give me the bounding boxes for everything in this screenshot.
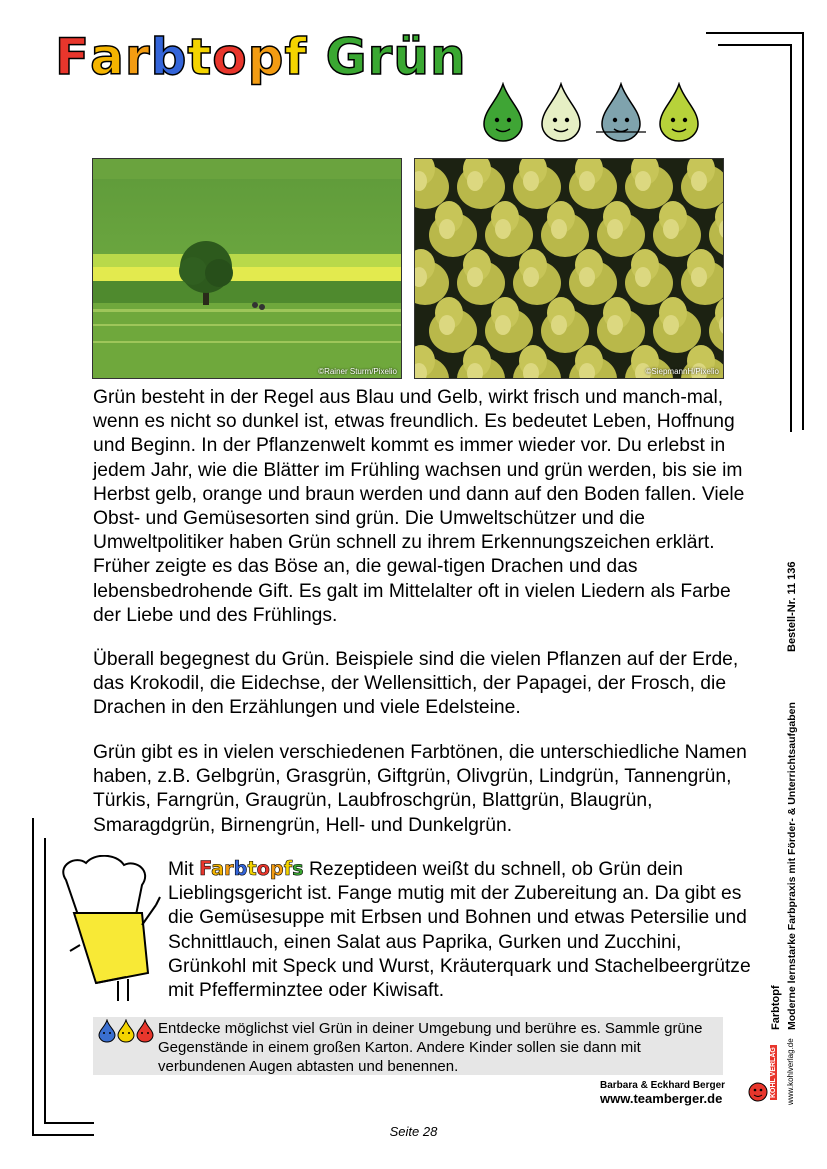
- chef-hat-illustration: [56, 855, 168, 1007]
- brand-letter: s: [292, 857, 304, 880]
- publisher-site: www.kohlverlag.de: [786, 1038, 795, 1105]
- recipe-text: Rezeptideen weißt du schnell, ob Grün dein Lieblingsgericht ist. Fange mutig mit der Zubereitung an. Da gibt es die Gemüsesuppe mit Erbsen und Bohnen und etwas Petersilie und Schnittlauch, einen Salat aus Paprika, Gurken und Zucchini, Grünkohl mit Speck und Wurst, Kräuterquark und Stachelbeergrütze mit Pfefferminztee oder Kiwisaft.: [168, 859, 751, 1002]
- page-title: [55, 28, 467, 86]
- title-letter: o: [212, 28, 248, 86]
- pear-shape: [429, 297, 477, 353]
- title-letter: r: [367, 28, 394, 86]
- title-letter: r: [124, 28, 151, 86]
- pear-shape: [681, 249, 723, 305]
- pear-shape: [485, 201, 533, 257]
- title-letter: t: [187, 28, 213, 86]
- pear-shape: [681, 159, 723, 209]
- pear-shape: [625, 159, 673, 209]
- pear-shape: [541, 201, 589, 257]
- brand-letter: F: [199, 857, 212, 880]
- pears-photo: [414, 158, 724, 379]
- brand-letter: p: [269, 857, 284, 880]
- pear-shape: [653, 201, 701, 257]
- shades-paragraph: Grün gibt es in vielen verschiedenen Farbtönen, die unterschiedliche Namen haben, z.B. Gelbgrün, Grasgrün, Giftgrün, Olivgrün, Lindgrün, Tannengrün, Türkis, Farngrün, Graugrün, Laubfroschgrün, Blattgrün, Blaugrün, Smaragdgrün, Birnengrün, Hell- und Dunkelgrün.: [93, 742, 747, 836]
- pear-shape: [513, 249, 561, 305]
- task-box: [93, 1017, 723, 1075]
- author-url: www.teamberger.de: [600, 1091, 723, 1106]
- title-letter: b: [150, 28, 188, 86]
- title-letter: F: [55, 28, 91, 86]
- publisher-logo-text: KOHL VERLAG: [770, 1047, 777, 1098]
- pear-shape: [541, 297, 589, 353]
- pear-shape: [429, 201, 477, 257]
- pear-shape: [597, 297, 645, 353]
- recipe-prefix: Mit: [168, 859, 200, 880]
- frame-bottom-left-v2: [44, 838, 46, 1124]
- green-drop-icon: [484, 84, 522, 141]
- title-letter: n: [429, 28, 467, 86]
- pear-shape: [709, 297, 723, 353]
- series-name: Farbtopf: [770, 985, 782, 1030]
- pear-shape: [569, 249, 617, 305]
- photo-credit-right: ©SiepmannH/Pixelio: [645, 367, 719, 376]
- pear-shape: [625, 249, 673, 305]
- title-letter: G: [325, 28, 368, 86]
- brand-letter: f: [283, 857, 293, 880]
- author-names: Barbara & Eckhard Berger: [600, 1080, 726, 1091]
- series-subtitle: Moderne lernstarke Farbpraxis mit Förder- & Unterrichtsaufgaben: [786, 702, 798, 1030]
- pear-shape: [457, 249, 505, 305]
- frame-bottom-left-v: [32, 818, 34, 1136]
- blue-gray-drop-icon: [596, 84, 646, 141]
- frame-top-right-v: [802, 32, 804, 430]
- title-letter: a: [90, 28, 125, 86]
- farbtopfs-brand: [199, 857, 304, 880]
- author-block: [600, 1080, 725, 1106]
- order-number: Bestell-Nr. 11 136: [786, 561, 798, 652]
- frame-top-right-h2: [718, 44, 792, 46]
- title-letter: [307, 28, 325, 86]
- pear-shape: [457, 159, 505, 209]
- brand-letter: o: [256, 857, 270, 880]
- pale-green-drop-icon: [542, 84, 580, 141]
- pear-shape: [653, 297, 701, 353]
- brand-letter: r: [224, 857, 234, 880]
- examples-paragraph: Überall begegnest du Grün. Beispiele sind die vielen Pflanzen auf der Erde, das Krokodil, die Eidechse, der Wellensittich, der Papagei, der Frosch, die Drachen in den Erzählungen und viele Edelsteine.: [93, 649, 739, 719]
- page-number: Seite 28: [389, 1124, 438, 1139]
- publisher-logo-icon: [748, 1080, 768, 1106]
- brand-letter: b: [233, 857, 248, 880]
- photo-credit-left: ©Rainer Sturm/Pixelio: [318, 367, 397, 376]
- pear-shape: [709, 201, 723, 257]
- pear-shape: [597, 201, 645, 257]
- pear-shape: [513, 159, 561, 209]
- field-photo: [92, 158, 402, 379]
- yellow-green-drop-icon: [660, 84, 698, 141]
- frame-top-right-h: [706, 32, 804, 34]
- brand-letter: t: [247, 857, 257, 880]
- intro-paragraph: Grün besteht in der Regel aus Blau und Gelb, wirkt frisch und manch-mal, wenn es nicht so dunkel ist, etwas freundlich. Es bedeutet Leben, Hoffnung und Beginn. In der Pflanzenwelt kommt es immer wieder vor. Du erlebst in jedem Jahr, wie die Blätter im Frühling wachsen und grün werden, bis sie im Herbst gelb, orange und braun werden und dann auf den Boden fallen. Viele Obst- und Gemüsesorten sind grün. Die Umweltschützer und die Umweltpolitiker haben Grün schnell zu ihrem Erkennungszeichen erklärt. Früher zeigte es das Böse an, die gewal-tigen Drachen und das lebensbedrohende Gift. Es galt im Mittelalter oft in vielen Liedern als Farbe der Liebe und des Frühlings.: [93, 387, 745, 626]
- brand-letter: a: [211, 857, 225, 880]
- title-letter: p: [247, 28, 285, 86]
- pear-shape: [415, 159, 449, 209]
- pear-shape: [485, 297, 533, 353]
- recipe-paragraph: [168, 857, 758, 1003]
- title-letter: ü: [393, 28, 430, 86]
- pear-shape: [569, 159, 617, 209]
- frame-top-right-v2: [790, 44, 792, 432]
- pear-shape: [415, 249, 449, 305]
- drop-faces-illustration: [478, 82, 708, 142]
- three-drops-icon: [97, 1019, 155, 1043]
- task-text: Entdecke möglichst viel Grün in deiner Umgebung und berühre es. Sammle grüne Gegenstände in einem großen Karton. Andere Kinder sollen sie dann mit verbundenen Augen abtasten und benennen.: [158, 1020, 703, 1075]
- title-letter: f: [284, 28, 308, 86]
